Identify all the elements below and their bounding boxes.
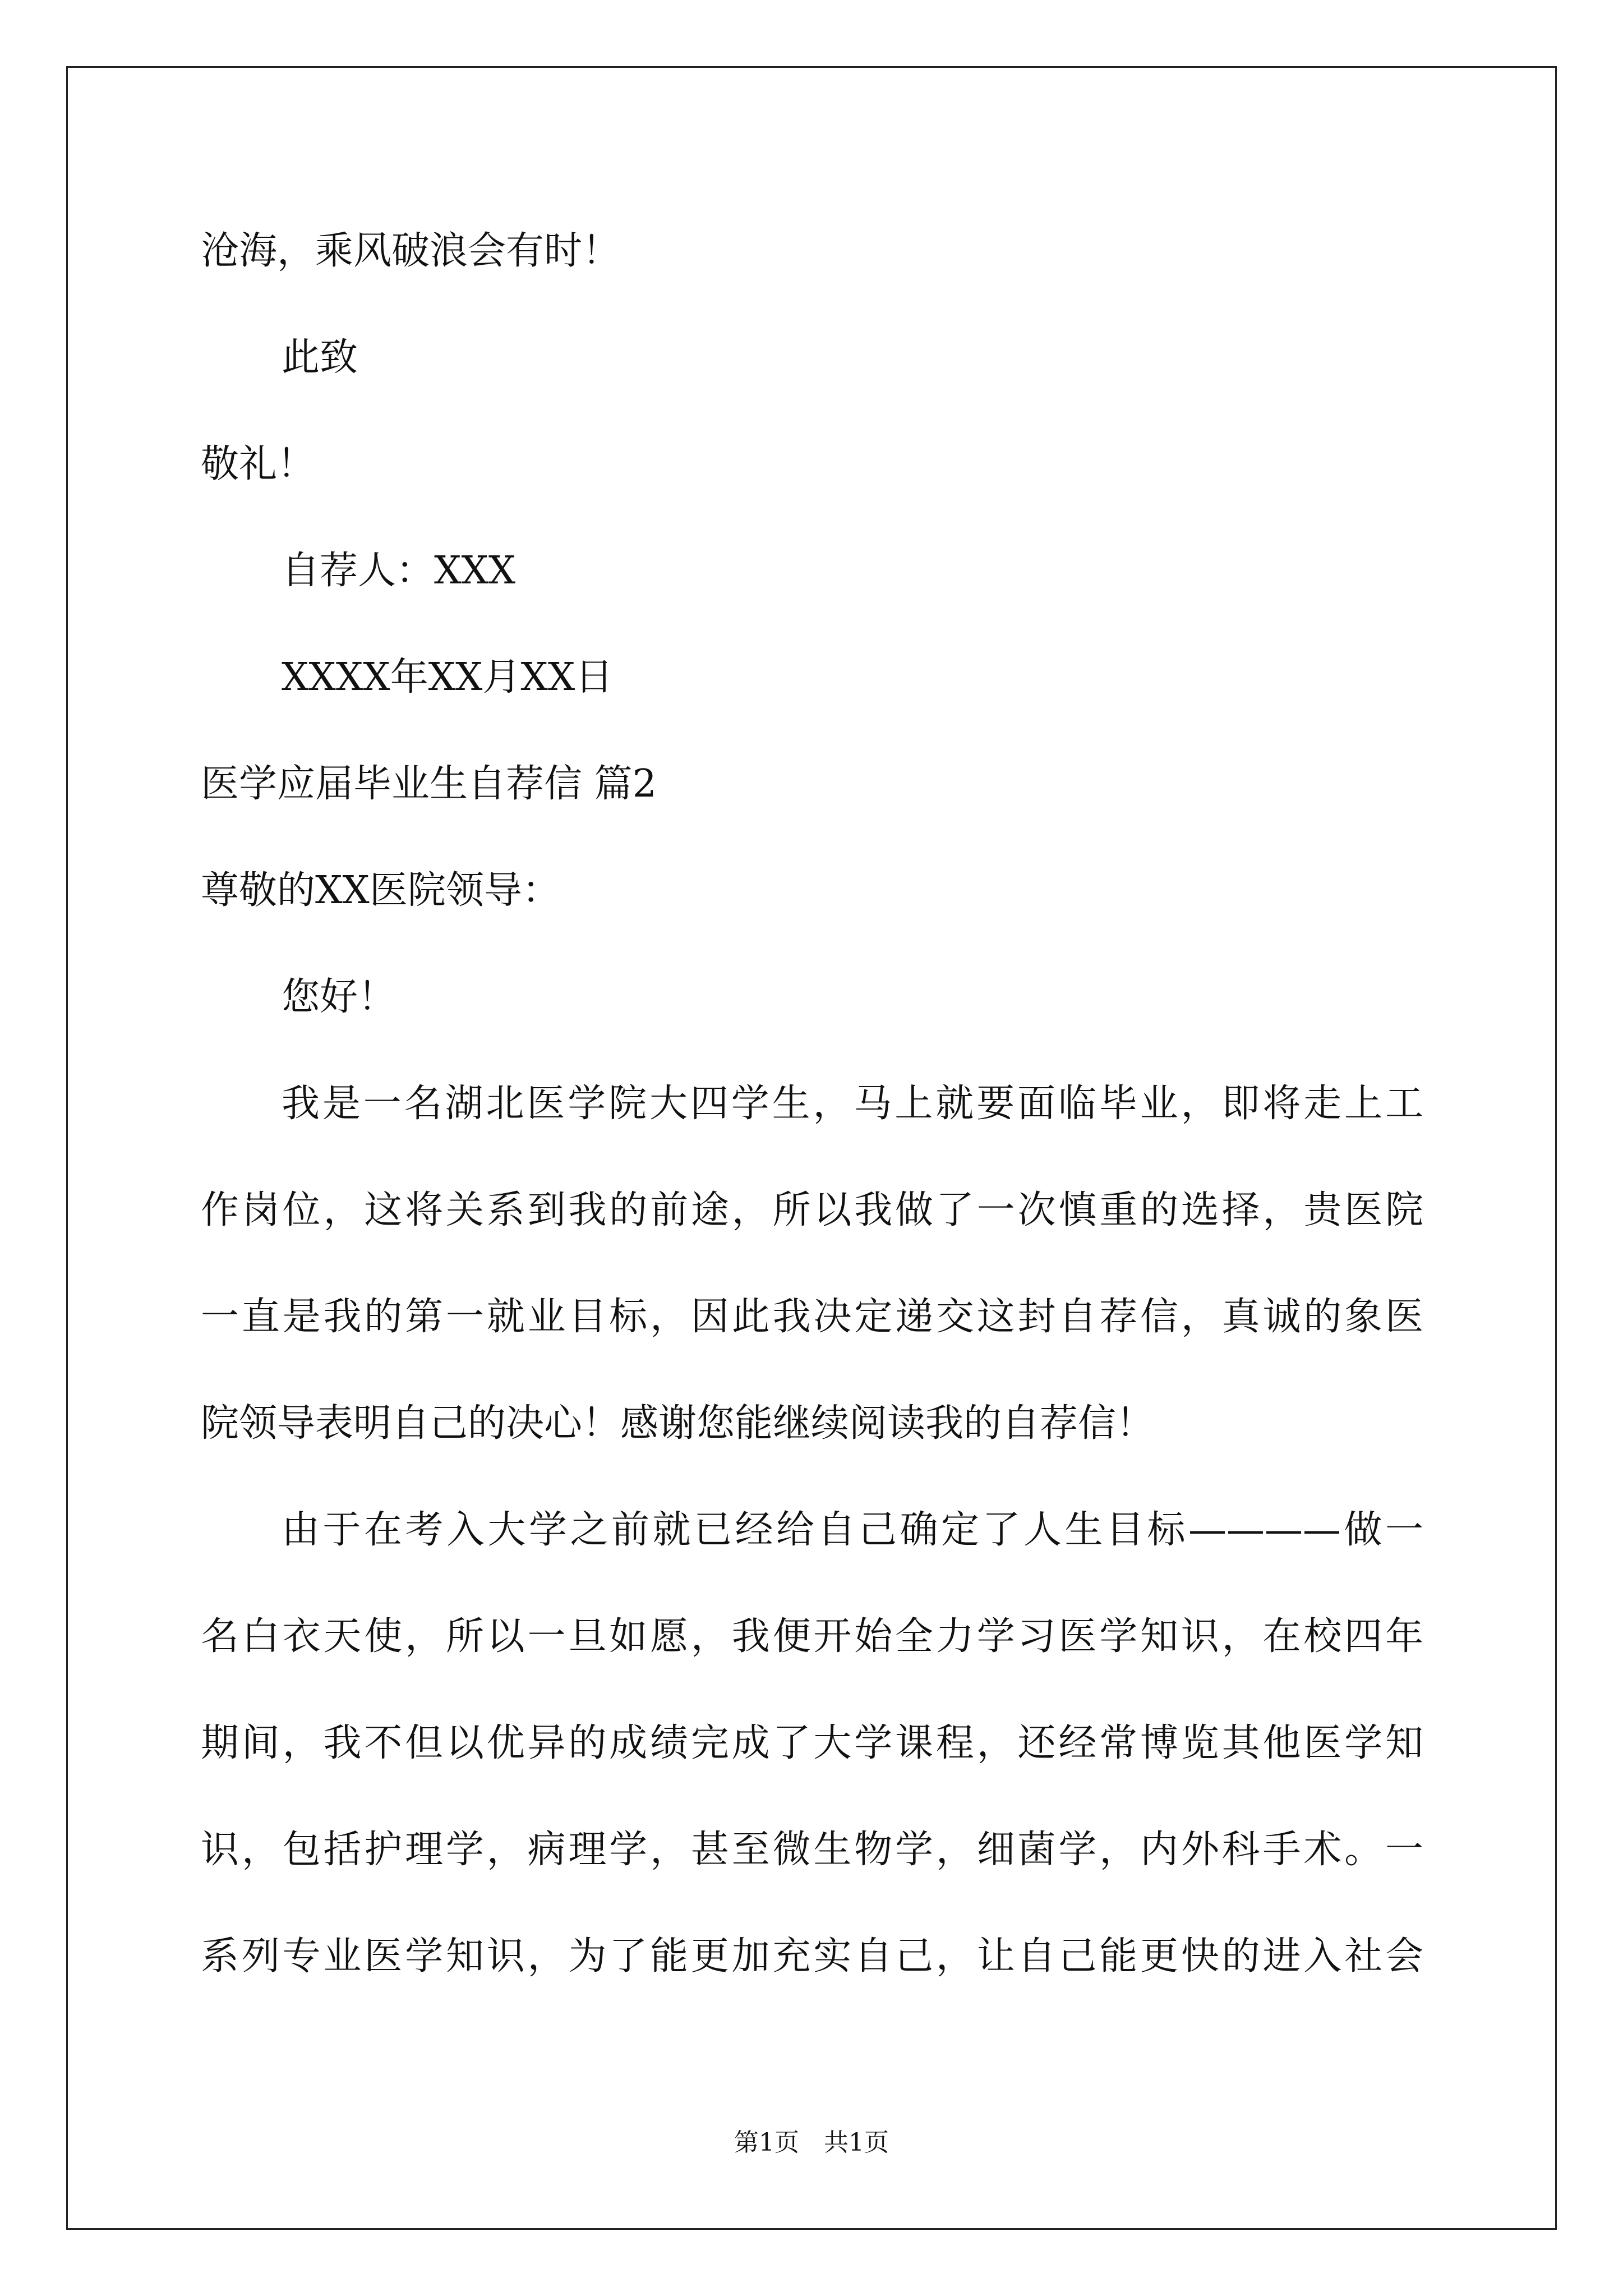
salutation-regards: 敬礼！ (201, 442, 316, 486)
section-heading: 医学应届毕业生自荐信 篇2 (201, 762, 657, 806)
paragraph-line: 作岗位，这将关系到我的前途，所以我做了一次慎重的选择，贵医院 (201, 1188, 1423, 1232)
paragraph-line: 院领导表明自己的决心！感谢您能继续阅读我的自荐信！ (201, 1401, 1155, 1446)
paragraph-line: 系列专业医学知识，为了能更加充实自己，让自己能更快的进入社会 (201, 1934, 1423, 1978)
greeting-recipient: 尊敬的XX医院领导： (201, 868, 560, 913)
paragraph-line: 我是一名湖北医学院大四学生，马上就要面临毕业，即将走上工 (282, 1082, 1423, 1126)
paragraph-line: 名白衣天使，所以一旦如愿，我便开始全力学习医学知识，在校四年 (201, 1614, 1423, 1659)
page-number-current: 第1页 (734, 2128, 799, 2157)
paragraph-line: 识，包括护理学，病理学，甚至微生物学，细菌学，内外科手术。一 (201, 1828, 1423, 1872)
page-footer (0, 2126, 1623, 2160)
page-border (66, 66, 1557, 2230)
paragraph-line: 由于在考入大学之前就已经给自己确定了人生目标————做一 (282, 1508, 1423, 1552)
page-number-total: 共1页 (824, 2128, 889, 2157)
greeting-hello: 您好！ (282, 975, 396, 1019)
paragraph-line: 期间，我不但以优异的成绩完成了大学课程，还经常博览其他医学知 (201, 1721, 1423, 1765)
signature-line: 自荐人：XXX (282, 549, 516, 593)
salutation-closing: 此致 (282, 335, 358, 380)
date-line: XXXX年XX月XX日 (282, 655, 614, 700)
paragraph-line: 一直是我的第一就业目标，因此我决定递交这封自荐信，真诚的象医 (201, 1295, 1423, 1339)
text-line: 沧海，乘风破浪会有时！ (201, 229, 621, 273)
